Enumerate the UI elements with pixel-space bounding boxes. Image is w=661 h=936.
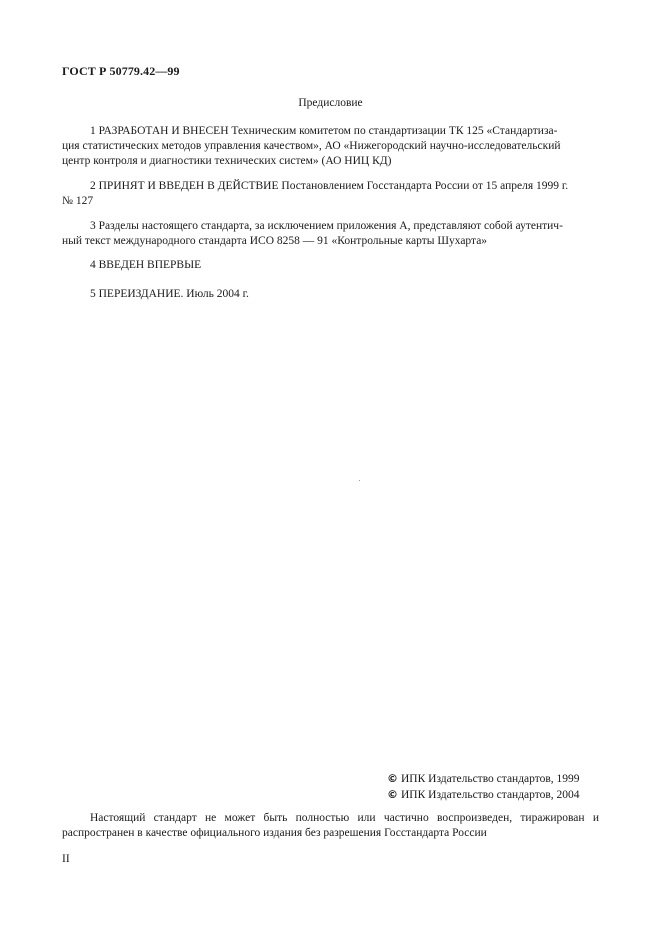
paragraph-line: 4 ВВЕДЕН ВПЕРВЫЕ: [90, 259, 202, 271]
paragraph-line: ция статистических методов управления качеством», АО «Нижегородский научно-исследовательский: [62, 140, 561, 152]
scan-speck: [359, 480, 360, 481]
copyright-icon: ©: [387, 772, 398, 785]
paragraph-line: 5 ПЕРЕИЗДАНИЕ. Июль 2004 г.: [90, 288, 249, 300]
paragraph-introduced: [62, 258, 599, 273]
page-number: II: [62, 853, 70, 865]
paragraph-line: № 127: [62, 195, 94, 207]
paragraph-line: центр контроля и диагностики технических систем» (АО НИЦ КД): [62, 155, 392, 167]
paragraph-line: 1 РАЗРАБОТАН И ВНЕСЕН Техническим комитетом по стандартизации ТК 125 «Стандартиза-: [90, 125, 558, 137]
copyright-text: ИПК Издательство стандартов, 1999: [401, 773, 580, 785]
copyright-line: [387, 787, 580, 803]
paragraph-line: 3 Разделы настоящего стандарта, за исключением приложения А, представляют собой аутентич-: [90, 220, 563, 232]
paragraph-line: ный текст международного стандарта ИСО 8258 — 91 «Контрольные карты Шухарта»: [62, 235, 488, 247]
notice-line: Настоящий стандарт не может быть полностью или частично воспроизведен, тиражирован и: [90, 812, 599, 824]
paragraph-line: 2 ПРИНЯТ И ВВЕДЕН В ДЕЙСТВИЕ Постановлением Госстандарта России от 15 апреля 1999 г.: [90, 180, 569, 192]
paragraph-adopted: [62, 179, 599, 209]
copyright-icon: ©: [387, 788, 398, 801]
document-code: ГОСТ Р 50779.42—99: [62, 64, 180, 78]
paragraph-reissue: [62, 287, 599, 302]
paragraph-sections: [62, 219, 599, 249]
notice-line: распространен в качестве официального издания без разрешения Госстандарта России: [62, 827, 487, 839]
copyright-block: [387, 771, 580, 803]
section-title: Предисловие: [298, 97, 363, 109]
copyright-line: [387, 771, 580, 787]
copyright-text: ИПК Издательство стандартов, 2004: [401, 789, 580, 801]
paragraph-developed-by: [62, 124, 599, 169]
reproduction-notice: [62, 811, 599, 841]
